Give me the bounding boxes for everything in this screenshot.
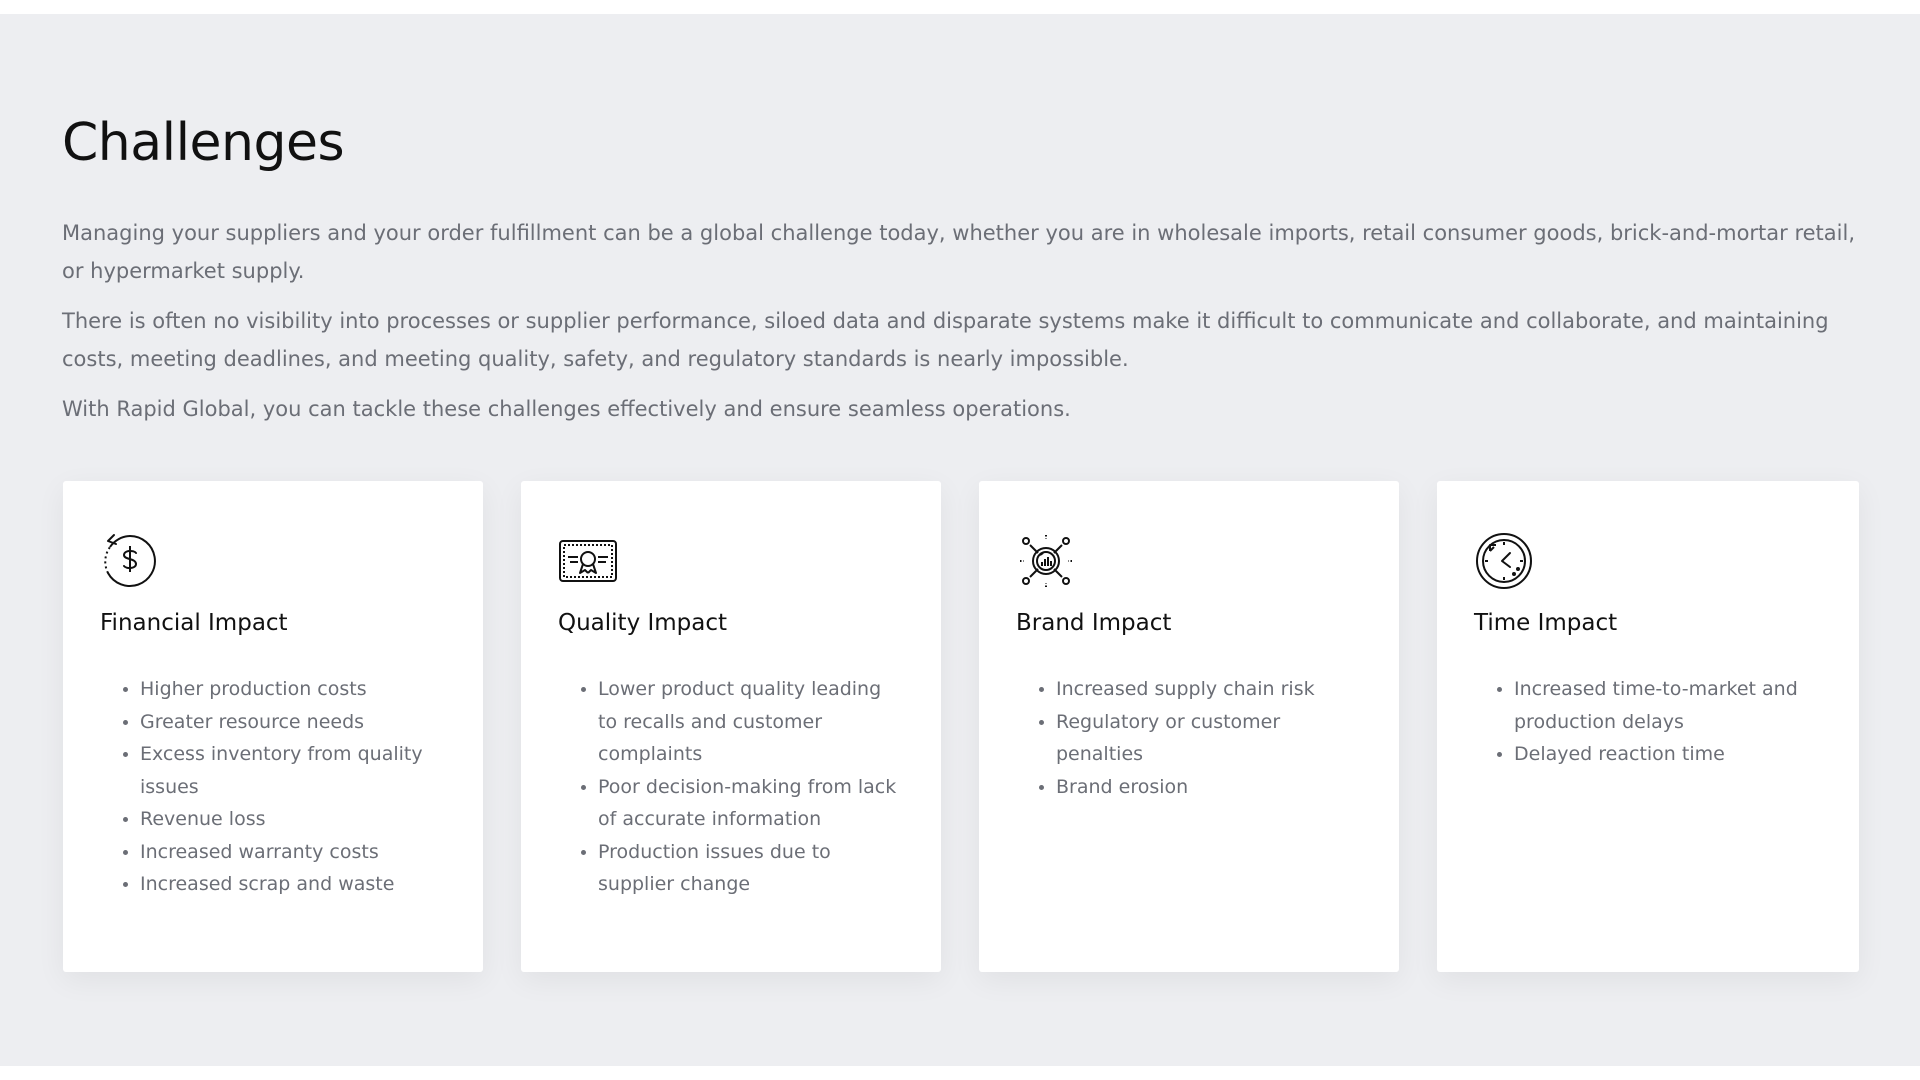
list-item: • Increased warranty costs [140, 836, 446, 869]
card-title: Brand Impact [1016, 610, 1172, 636]
list-item: • Increased time-to-market and production delays [1514, 673, 1822, 738]
card-list [1474, 673, 1822, 771]
quality-certificate-icon [558, 531, 618, 591]
card-time-impact [1437, 481, 1859, 972]
list-item: • Increased supply chain risk [1056, 673, 1362, 706]
card-list [558, 673, 904, 901]
list-item: • Increased scrap and waste [140, 868, 446, 901]
card-quality-impact [521, 481, 941, 972]
brand-network-icon [1016, 531, 1076, 591]
list-item: • Higher production costs [140, 673, 446, 706]
list-item: • Poor decision-making from lack of accurate information [598, 771, 904, 836]
card-list [1016, 673, 1362, 803]
card-list [100, 673, 446, 901]
intro-paragraph-3: With Rapid Global, you can tackle these challenges effectively and ensure seamless operations. [62, 397, 1071, 421]
list-item: • Production issues due to supplier change [598, 836, 904, 901]
list-item: • Brand erosion [1056, 771, 1362, 804]
list-item: • Delayed reaction time [1514, 738, 1822, 771]
dollar-refresh-icon [100, 531, 160, 591]
card-brand-impact [979, 481, 1399, 972]
intro-paragraph-2: There is often no visibility into processes or supplier performance, siloed data and disparate systems make it difficult to communicate and collaborate, and maintaining costs, meeting deadlines, and meeting quality, safety, and regulatory standards is nearly impossible. [62, 309, 1829, 371]
list-item: • Revenue loss [140, 803, 446, 836]
card-title: Financial Impact [100, 610, 288, 636]
list-item: • Lower product quality leading to recalls and customer complaints [598, 673, 904, 771]
challenges-section [0, 14, 1920, 1066]
impact-cards [63, 481, 1859, 972]
list-item: • Excess inventory from quality issues [140, 738, 446, 803]
card-financial-impact [63, 481, 483, 972]
intro-paragraph-1: Managing your suppliers and your order fulfillment can be a global challenge today, whether you are in wholesale imports, retail consumer goods, brick-and-mortar retail, or hypermarket supply. [62, 221, 1855, 283]
list-item: • Greater resource needs [140, 706, 446, 739]
clock-rewind-icon [1474, 531, 1534, 591]
card-title: Time Impact [1474, 610, 1618, 636]
challenges-intro [62, 110, 1858, 440]
card-title: Quality Impact [558, 610, 728, 636]
section-title: Challenges [62, 113, 345, 173]
list-item: • Regulatory or customer penalties [1056, 706, 1362, 771]
